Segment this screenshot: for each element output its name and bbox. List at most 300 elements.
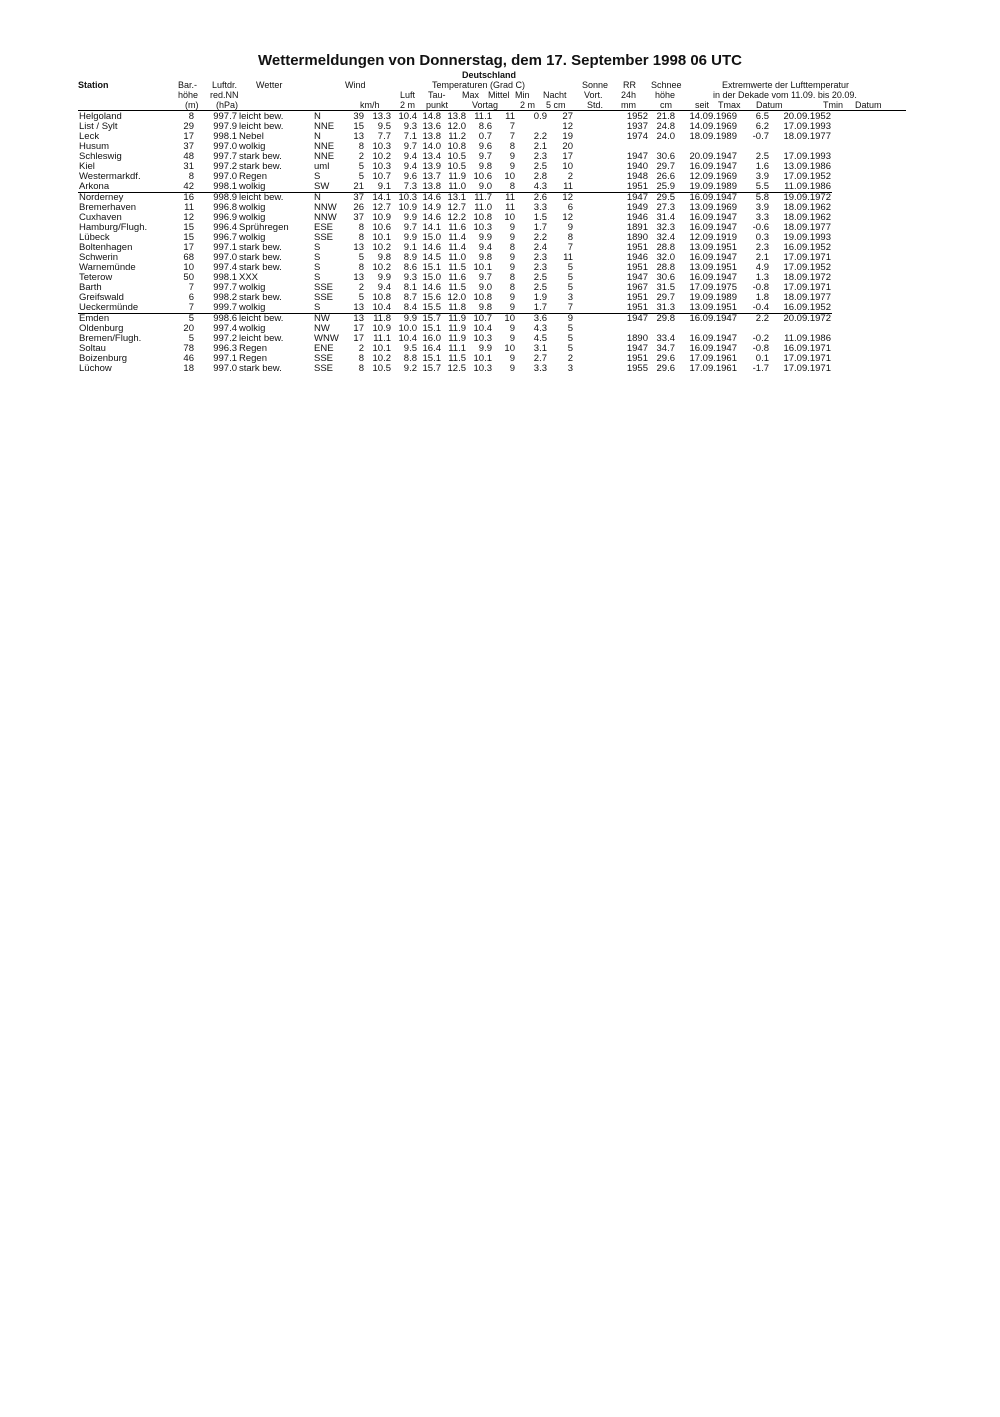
tmax-cell: 29.8 bbox=[656, 313, 675, 324]
station-row bbox=[78, 334, 832, 344]
schneehoehe-cell bbox=[574, 213, 612, 223]
vortag-header: Vortag bbox=[472, 100, 499, 110]
tmin-date-cell: 11.09.1986 bbox=[770, 182, 832, 193]
barhoehe-cell: 10 bbox=[183, 263, 194, 273]
tmax-cell: 28.8 bbox=[656, 263, 675, 273]
schneehoehe-cell bbox=[574, 324, 612, 334]
mittel-vortag-cell: 11.9 bbox=[448, 334, 466, 344]
min-2m-cell: 10.8 bbox=[473, 213, 492, 223]
sonne-cell: 3.1 bbox=[533, 344, 547, 354]
station-cell: Greifswald bbox=[79, 293, 124, 303]
wind-speed-cell: 17 bbox=[353, 334, 364, 344]
luftdruck-cell: 996.9 bbox=[213, 213, 237, 223]
min-5cm-cell: 9 bbox=[509, 253, 515, 263]
tmin-cell: 3.9 bbox=[755, 203, 769, 213]
nacht-header: Nacht bbox=[543, 90, 567, 100]
extreme-seit-cell: 1947 bbox=[626, 344, 648, 354]
tmax-cell: 26.6 bbox=[656, 172, 675, 182]
barhoehe-cell: 15 bbox=[183, 223, 194, 233]
barhoehe-cell: 7 bbox=[173, 303, 195, 314]
station-cell: Bremerhaven bbox=[79, 203, 137, 213]
wind-direction-cell: S bbox=[314, 263, 321, 273]
luft-header: Luft bbox=[400, 90, 416, 100]
temp-2m-cell: 10.3 bbox=[372, 162, 391, 172]
min-2m-cell: 10.1 bbox=[473, 354, 492, 364]
wetter-cell: XXX bbox=[239, 273, 259, 283]
mittel-vortag-cell: 11.4 bbox=[448, 243, 466, 253]
wetter-cell: wolkig bbox=[239, 213, 266, 223]
tmax-date-cell: 16.09.1947 bbox=[689, 213, 737, 223]
station-cell: Arkona bbox=[78, 182, 173, 193]
tmin-cell: 0.1 bbox=[755, 354, 769, 364]
wind-direction-cell: NNE bbox=[314, 152, 335, 162]
wind-speed-cell: 5 bbox=[358, 162, 364, 172]
temp-2m-cell: 10.9 bbox=[372, 213, 391, 223]
barhoehe-cell: 12 bbox=[183, 213, 194, 223]
tmin-cell: 2.1 bbox=[755, 253, 769, 263]
wetter-cell: Regen bbox=[239, 354, 267, 364]
station-row bbox=[78, 203, 832, 213]
tmin-date-cell: 17.09.1971 bbox=[783, 253, 831, 263]
min-5cm-cell: 9 bbox=[509, 364, 515, 374]
mittel-vortag-cell: 10.5 bbox=[447, 152, 466, 162]
rr-24h-cell: 5 bbox=[567, 263, 573, 273]
extreme-seit-cell: 1946 bbox=[626, 213, 648, 223]
rr-24h-cell: 12 bbox=[562, 122, 573, 132]
tmin-date-cell: 16.09.1952 bbox=[783, 243, 831, 253]
mittel-vortag-cell: 10.5 bbox=[447, 162, 466, 172]
tmin-date-cell: 16.09.1971 bbox=[783, 344, 831, 354]
header-rule bbox=[78, 110, 906, 111]
wind-direction-cell: N bbox=[314, 192, 321, 203]
tmax-date-cell: 16.09.1947 bbox=[689, 192, 737, 203]
station-cell: Hamburg/Flugh. bbox=[79, 223, 148, 233]
station-cell: Teterow bbox=[79, 273, 113, 283]
tmin-cell: -0.6 bbox=[752, 223, 769, 233]
tmin-cell: 2.3 bbox=[755, 243, 769, 253]
sonne-cell: 2.5 bbox=[533, 273, 547, 283]
schnee-cm-header: cm bbox=[660, 100, 672, 110]
tmax-date-cell bbox=[676, 324, 738, 334]
sonne-cell: 2.5 bbox=[533, 162, 547, 172]
max-vortag-cell: 15.6 bbox=[422, 293, 441, 303]
wind-direction-cell: NNE bbox=[314, 122, 335, 132]
sonne-cell: 2.6 bbox=[533, 192, 547, 203]
min-5cm-cell: 9 bbox=[509, 233, 515, 243]
taupunkt-cell: 10.4 bbox=[398, 112, 417, 122]
taupunkt-cell: 10.0 bbox=[398, 324, 417, 334]
tmin-header: Tmin bbox=[823, 100, 843, 110]
station-row bbox=[78, 162, 832, 172]
schneehoehe-cell bbox=[574, 253, 612, 263]
tmin-date-cell: 16.09.1952 bbox=[770, 303, 832, 314]
temp-2m-cell: 9.9 bbox=[377, 273, 391, 283]
tmax-date-cell: 17.09.1961 bbox=[689, 364, 737, 374]
max-vortag-cell: 13.8 bbox=[422, 132, 441, 142]
max-vortag-cell: 13.4 bbox=[422, 152, 441, 162]
max-header: Max bbox=[462, 90, 480, 100]
min-2m-header: 2 m bbox=[520, 100, 536, 110]
wind-direction-cell: SSE bbox=[314, 354, 334, 364]
station-cell: Ueckermünde bbox=[78, 303, 173, 314]
taupunkt-cell: 9.9 bbox=[403, 233, 417, 243]
station-row bbox=[78, 112, 832, 122]
wind-speed-cell: 15 bbox=[353, 122, 364, 132]
tmax-date-cell: 13.09.1969 bbox=[689, 203, 737, 213]
tmax-cell: 29.6 bbox=[656, 364, 675, 374]
taupunkt-cell: 9.5 bbox=[403, 344, 417, 354]
tmax-cell: 30.6 bbox=[656, 152, 675, 162]
tmin-cell: 1.8 bbox=[755, 293, 769, 303]
tmax-header: Tmax bbox=[718, 100, 741, 110]
wind-direction-cell: SSE bbox=[314, 293, 334, 303]
sonne-cell: 4.3 bbox=[533, 324, 547, 334]
tmin-cell: 5.5 bbox=[738, 182, 770, 193]
tmin-cell: -0.7 bbox=[752, 132, 769, 142]
schneehoehe-cell bbox=[574, 263, 612, 273]
station-header: Station bbox=[78, 80, 109, 90]
tmax-date-cell: 19.09.1989 bbox=[676, 182, 738, 193]
luftdruck-cell: 998.1 bbox=[195, 182, 238, 193]
nacht-5cm-header: 5 cm bbox=[546, 100, 566, 110]
luftdruck-cell: 997.2 bbox=[213, 162, 237, 172]
mittel-vortag-cell: 11.5 bbox=[448, 283, 466, 293]
wetter-cell: leicht bew. bbox=[239, 192, 284, 203]
taupunkt-cell: 8.4 bbox=[392, 303, 418, 314]
wetter-cell: leicht bew. bbox=[239, 313, 284, 324]
sonne-cell: 2.5 bbox=[533, 283, 547, 293]
schneehoehe-cell bbox=[574, 283, 612, 293]
min-2m-cell: 11.0 bbox=[474, 203, 492, 213]
wind-direction-cell: N bbox=[314, 132, 321, 142]
tmin-cell bbox=[738, 324, 770, 334]
min-5cm-cell: 9 bbox=[509, 263, 515, 273]
wind-direction-cell: NNE bbox=[314, 142, 335, 152]
min-5cm-cell: 10 bbox=[504, 213, 515, 223]
extreme-seit-cell: 1949 bbox=[626, 203, 648, 213]
extreme-seit-cell: 1951 bbox=[612, 182, 649, 193]
wind-speed-cell: 37 bbox=[353, 192, 364, 203]
wind-direction-cell: NW bbox=[314, 313, 330, 324]
barhoehe-cell: 68 bbox=[183, 253, 194, 263]
max-vortag-cell: 15.0 bbox=[422, 273, 441, 283]
station-row bbox=[78, 122, 832, 132]
station-row bbox=[78, 263, 832, 273]
sonne-cell: 2.3 bbox=[533, 263, 547, 273]
station-row bbox=[78, 233, 832, 243]
max-vortag-cell: 14.5 bbox=[422, 253, 441, 263]
tmax-cell: 28.8 bbox=[656, 243, 675, 253]
temp-2m-cell: 10.2 bbox=[372, 243, 391, 253]
temp-2m-cell: 9.4 bbox=[377, 283, 391, 293]
station-row bbox=[78, 324, 832, 334]
luftdruck-cell: 996.7 bbox=[213, 233, 237, 243]
min-2m-cell: 10.4 bbox=[473, 324, 492, 334]
sonne-cell: 2.2 bbox=[533, 233, 547, 243]
tmax-cell: 32.3 bbox=[656, 223, 675, 233]
station-row bbox=[78, 293, 832, 303]
luftdruck-cell: 997.1 bbox=[213, 354, 237, 364]
tmax-cell: 32.0 bbox=[656, 253, 675, 263]
sonne-cell bbox=[516, 122, 548, 132]
wind-speed-cell: 13 bbox=[353, 273, 364, 283]
station-cell: Boltenhagen bbox=[79, 243, 133, 253]
tmin-date-cell: 19.09.1972 bbox=[783, 192, 831, 203]
tmax-date-cell: 13.09.1951 bbox=[689, 243, 737, 253]
min-2m-cell: 10.6 bbox=[473, 172, 492, 182]
wind-direction-cell: S bbox=[314, 243, 321, 253]
rr-24h-cell: 12 bbox=[562, 192, 573, 203]
barhoehe-cell: 16 bbox=[183, 192, 194, 203]
temp-2m-cell: 10.5 bbox=[372, 364, 391, 374]
wetter-cell: Sprühregen bbox=[239, 223, 289, 233]
min-5cm-cell: 7 bbox=[509, 132, 515, 142]
tmin-cell: -0.8 bbox=[752, 283, 769, 293]
wetter-cell: leicht bew. bbox=[239, 334, 284, 344]
tmax-cell bbox=[649, 324, 676, 334]
min-5cm-cell: 8 bbox=[509, 273, 515, 283]
rr-24h-cell: 8 bbox=[567, 233, 573, 243]
wind-speed-cell: 13 bbox=[353, 243, 364, 253]
taupunkt-cell: 9.6 bbox=[403, 172, 417, 182]
luftdruck-cell: 998.9 bbox=[213, 192, 237, 203]
min-2m-cell: 8.6 bbox=[478, 122, 492, 132]
min-2m-cell: 10.1 bbox=[473, 263, 492, 273]
tmax-date-cell: 20.09.1947 bbox=[689, 152, 737, 162]
luftdruck-cell: 997.4 bbox=[213, 263, 237, 273]
tmin-date-cell: 17.09.1952 bbox=[783, 172, 831, 182]
taupunkt-header-2: punkt bbox=[426, 100, 449, 110]
tmax-date-cell: 16.09.1947 bbox=[689, 253, 737, 263]
min-5cm-cell: 8 bbox=[509, 243, 515, 253]
wind-speed-cell: 21 bbox=[343, 182, 365, 193]
tmin-cell: 1.6 bbox=[755, 162, 769, 172]
extreme-seit-cell: 1951 bbox=[626, 263, 648, 273]
tmax-cell: 30.6 bbox=[656, 273, 675, 283]
tmin-date-cell: 17.09.1952 bbox=[783, 263, 831, 273]
extreme-seit-cell: 1951 bbox=[626, 354, 648, 364]
extremes-header: Extremwerte der Lufttemperatur bbox=[722, 80, 850, 90]
schneehoehe-cell bbox=[574, 203, 612, 213]
schneehoehe-cell bbox=[574, 334, 612, 344]
sonne-cell: 1.7 bbox=[516, 303, 548, 314]
station-cell: Barth bbox=[79, 283, 102, 293]
taupunkt-cell: 9.3 bbox=[403, 273, 417, 283]
schneehoehe-cell bbox=[574, 182, 612, 193]
wetter-cell: leicht bew. bbox=[239, 122, 284, 132]
barhoehe-cell: 31 bbox=[183, 162, 194, 172]
temp-2m-cell: 10.3 bbox=[372, 142, 391, 152]
luftdruck-cell: 998.1 bbox=[213, 132, 237, 142]
extreme-seit-cell: 1937 bbox=[626, 122, 648, 132]
wetter-cell: wolkig bbox=[239, 142, 266, 152]
wind-direction-cell: NNW bbox=[314, 213, 337, 223]
tmax-date-cell: 17.09.1961 bbox=[689, 354, 737, 364]
min-2m-cell: 10.8 bbox=[473, 293, 492, 303]
hpa-header: (hPa) bbox=[216, 100, 239, 110]
schneehoehe-cell bbox=[574, 364, 612, 374]
mittel-vortag-cell: 11.5 bbox=[448, 354, 466, 364]
tmax-cell: 24.0 bbox=[656, 132, 675, 142]
sonne-cell: 1.5 bbox=[533, 213, 547, 223]
tmax-date-cell: 16.09.1947 bbox=[689, 162, 737, 172]
station-cell: Schwerin bbox=[79, 253, 119, 263]
mittel-vortag-cell: 11.1 bbox=[448, 344, 466, 354]
wind-speed-cell: 5 bbox=[358, 253, 364, 263]
wind-direction-cell: ENE bbox=[314, 344, 334, 354]
temp-2m-cell: 12.7 bbox=[372, 203, 391, 213]
tmax-cell: 29.7 bbox=[656, 162, 675, 172]
tmin-date-cell bbox=[770, 142, 832, 152]
wind-direction-cell: S bbox=[314, 172, 321, 182]
min-2m-cell: 10.3 bbox=[473, 223, 492, 233]
rr-24h-cell: 5 bbox=[567, 324, 573, 334]
wind-direction-cell: SSE bbox=[314, 233, 334, 243]
tmin-cell: 3.3 bbox=[755, 213, 769, 223]
rr-24h-cell: 2 bbox=[567, 354, 573, 364]
tmax-date-cell: 14.09.1969 bbox=[689, 112, 737, 122]
tmin-cell: 2.2 bbox=[755, 313, 769, 324]
mittel-vortag-cell: 12.7 bbox=[447, 203, 466, 213]
kmh-header: km/h bbox=[360, 100, 380, 110]
sonne-cell: 2.8 bbox=[533, 172, 547, 182]
max-vortag-cell: 15.7 bbox=[422, 364, 441, 374]
extreme-seit-cell: 1890 bbox=[626, 233, 648, 243]
sonne-cell: 1.7 bbox=[533, 223, 547, 233]
rr-24h-cell: 27 bbox=[562, 112, 573, 122]
min-5cm-cell: 9 bbox=[509, 152, 515, 162]
taupunkt-header: Tau- bbox=[428, 90, 446, 100]
sonne-cell: 1.9 bbox=[533, 293, 547, 303]
tmin-date-cell: 20.09.1972 bbox=[783, 313, 831, 324]
station-row bbox=[78, 172, 832, 182]
sonne-cell: 2.3 bbox=[533, 253, 547, 263]
min-2m-cell: 10.7 bbox=[473, 313, 492, 324]
taupunkt-cell: 8.1 bbox=[403, 283, 417, 293]
wind-direction-cell: uml bbox=[314, 162, 330, 172]
tmin-date-cell: 19.09.1993 bbox=[783, 233, 831, 243]
rr-24h-cell: 5 bbox=[567, 334, 573, 344]
temp-2m-cell: 10.1 bbox=[372, 233, 391, 243]
extreme-seit-cell: 1940 bbox=[626, 162, 648, 172]
luft-2m-header: 2 m bbox=[400, 100, 416, 110]
min-2m-cell: 9.7 bbox=[478, 273, 492, 283]
rr-24h-cell: 3 bbox=[567, 293, 573, 303]
wind-speed-cell: 8 bbox=[358, 223, 364, 233]
rr-24h-cell: 5 bbox=[567, 273, 573, 283]
min-5cm-cell: 9 bbox=[493, 303, 516, 314]
barhoehe-cell: 5 bbox=[188, 334, 194, 344]
schneehoehe-cell bbox=[574, 122, 612, 132]
barhoehe-cell: 48 bbox=[183, 152, 194, 162]
luftdruck-cell: 997.7 bbox=[213, 152, 237, 162]
extreme-seit-cell: 1947 bbox=[626, 273, 648, 283]
tmax-cell: 29.7 bbox=[656, 293, 675, 303]
mittel-vortag-cell: 11.9 bbox=[448, 172, 466, 182]
min-5cm-cell: 7 bbox=[509, 122, 515, 132]
wind-direction-cell: SSE bbox=[314, 364, 334, 374]
station-cell: Kiel bbox=[79, 162, 95, 172]
mittel-vortag-cell: 12.2 bbox=[447, 213, 466, 223]
rr-24h-cell: 19 bbox=[562, 132, 573, 142]
min-5cm-cell: 8 bbox=[509, 283, 515, 293]
min-2m-cell: 9.0 bbox=[467, 182, 493, 193]
station-row bbox=[78, 364, 832, 374]
max-vortag-cell: 14.6 bbox=[422, 192, 441, 203]
station-cell: Oldenburg bbox=[79, 324, 124, 334]
station-row bbox=[78, 193, 832, 204]
barhoehe-cell: 6 bbox=[188, 293, 194, 303]
schneehoehe-cell bbox=[574, 112, 612, 122]
temp-2m-cell: 10.7 bbox=[372, 172, 391, 182]
mittel-vortag-cell: 12.0 bbox=[447, 122, 466, 132]
min-2m-cell: 10.3 bbox=[473, 334, 492, 344]
wetter-cell: wolkig bbox=[239, 233, 266, 243]
temp-2m-cell: 10.6 bbox=[372, 223, 391, 233]
wind-speed-cell: 37 bbox=[353, 213, 364, 223]
wind-speed-cell: 13 bbox=[343, 303, 365, 314]
tmin-cell: 0.3 bbox=[755, 233, 769, 243]
wetter-cell: stark bew. bbox=[239, 162, 282, 172]
wind-speed-cell: 5 bbox=[358, 172, 364, 182]
tmin-cell: -1.7 bbox=[752, 364, 769, 374]
max-vortag-cell: 14.1 bbox=[422, 223, 441, 233]
min-2m-cell: 9.0 bbox=[478, 283, 492, 293]
tmax-cell: 33.4 bbox=[656, 334, 675, 344]
wind-direction-cell: NW bbox=[314, 324, 330, 334]
station-cell: Leck bbox=[79, 132, 100, 142]
mittel-vortag-cell: 11.2 bbox=[448, 132, 466, 142]
extreme-seit-cell: 1952 bbox=[626, 112, 648, 122]
schneehoehe-cell bbox=[574, 293, 612, 303]
wind-direction-cell: S bbox=[314, 273, 321, 283]
tmax-cell: 24.8 bbox=[656, 122, 675, 132]
tmax-cell: 31.5 bbox=[656, 283, 675, 293]
tmin-date-cell: 17.09.1993 bbox=[783, 152, 831, 162]
sonne-cell: 2.7 bbox=[533, 354, 547, 364]
tmin-cell: -0.8 bbox=[752, 344, 769, 354]
tmax-date-cell: 13.09.1951 bbox=[676, 303, 738, 314]
wind-speed-cell: 2 bbox=[358, 152, 364, 162]
tmin-cell: 6.2 bbox=[755, 122, 769, 132]
extreme-seit-cell bbox=[612, 142, 649, 152]
taupunkt-cell: 9.7 bbox=[403, 142, 417, 152]
wind-speed-cell: 8 bbox=[358, 142, 364, 152]
schneehoehe-cell bbox=[574, 314, 612, 325]
bar-unit-header: (m) bbox=[185, 100, 199, 110]
min-5cm-cell: 9 bbox=[509, 293, 515, 303]
wind-direction-cell: SSE bbox=[314, 283, 334, 293]
temp-2m-cell: 13.3 bbox=[372, 112, 391, 122]
min-5cm-cell: 8 bbox=[509, 142, 515, 152]
wind-speed-cell: 8 bbox=[358, 364, 364, 374]
sonne-cell: 0.9 bbox=[533, 112, 547, 122]
rr-24h-header: 24h bbox=[621, 90, 637, 100]
station-cell: Cuxhaven bbox=[79, 213, 122, 223]
station-row bbox=[78, 182, 832, 193]
wind-direction-cell: S bbox=[313, 303, 343, 314]
wind-speed-cell: 5 bbox=[358, 293, 364, 303]
min-5cm-cell: 10 bbox=[504, 313, 515, 324]
barhoehe-cell: 18 bbox=[183, 364, 194, 374]
schneehoehe-cell bbox=[574, 243, 612, 253]
wetter-cell: stark bew. bbox=[239, 253, 282, 263]
min-5cm-cell: 11 bbox=[505, 203, 515, 213]
station-row bbox=[78, 243, 832, 253]
wetter-cell: Regen bbox=[239, 172, 267, 182]
station-cell: Lübeck bbox=[79, 233, 110, 243]
tmin-date-cell bbox=[770, 324, 832, 334]
